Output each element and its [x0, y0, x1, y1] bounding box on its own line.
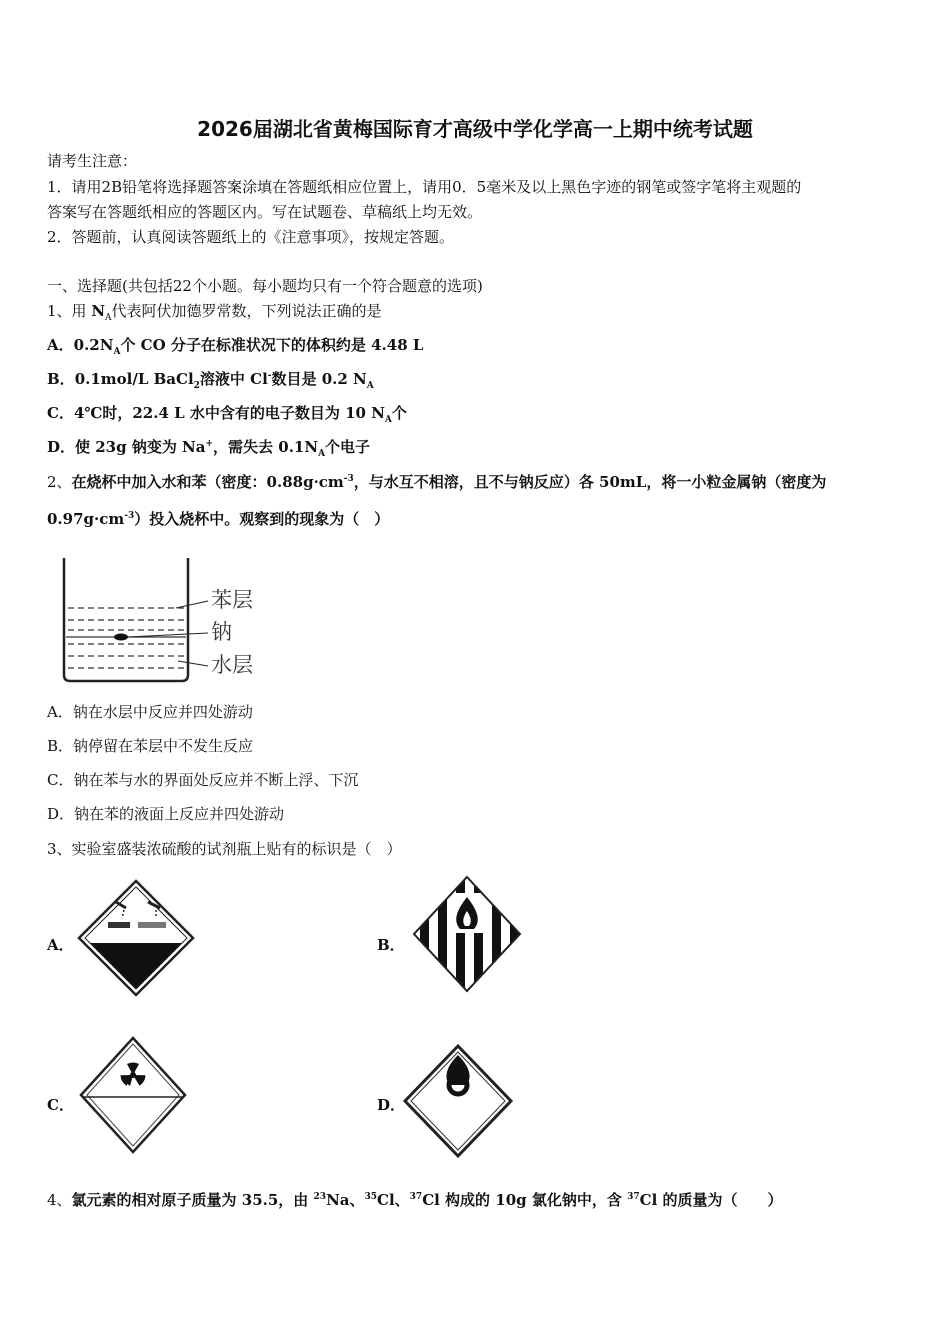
- notice-line-2: 答案写在答题纸相应的答题区内。写在试题卷、草稿纸上均无效。: [47, 203, 483, 221]
- oxidizer-hazard-icon[interactable]: [402, 1043, 514, 1159]
- label-benzene: 苯层: [211, 588, 253, 612]
- section-heading: 一、选择题(共包括22个小题。每小题均只有一个符合题意的选项): [47, 277, 483, 295]
- q2-option-c[interactable]: C．钠在苯与水的界面处反应并不断上浮、下沉: [47, 771, 359, 789]
- beaker-figure: [58, 553, 278, 688]
- sodium-piece: [114, 634, 128, 641]
- q3-option-c-label[interactable]: C．: [47, 1096, 74, 1114]
- q3-option-d-label[interactable]: D．: [377, 1096, 406, 1114]
- q2-option-d[interactable]: D．钠在苯的液面上反应并四处游动: [47, 805, 285, 823]
- question-2-stem-line-1: 2、在烧杯中加入水和苯（密度：$0.88g\cdot cm^{-3}$，与水互不相溶，且不与钠反应）各 50mL，将一小粒金属钠（密度为: [47, 473, 827, 491]
- notice-line-3: 2．答题前，认真阅读答题纸上的《注意事项》，按规定答题。: [47, 228, 455, 246]
- q1-option-d[interactable]: D．使 23g 钠变为 Na+，需失去 $0.1N_A$个电子: [47, 438, 371, 459]
- question-2-stem-line-2: $0.97g\cdot cm^{-3}$）投入烧杯中。观察到的现象为（ ）: [47, 510, 390, 528]
- label-sodium: 钠: [211, 620, 232, 644]
- q1-option-b[interactable]: B．0.1mol/L BaCl$_2$溶液中 Cl-数目是 0.2 $N_A$: [47, 370, 374, 391]
- question-4-stem: 4、氯元素的相对原子质量为 35.5，由 $^{23}$Na、$^{35}$Cl、$^{37}$Cl 构成的 10g 氯化钠中，含 $^{37}$Cl 的质量为（ ）: [47, 1191, 783, 1209]
- q1-option-c[interactable]: C．4℃时，22.4 L 水中含有的电子数目为 10 $N_A$个: [47, 404, 407, 425]
- radioactive-hazard-icon[interactable]: [78, 1035, 188, 1155]
- page-title: 2026届湖北省黄梅国际育才高级中学化学高一上期中统考试题: [197, 117, 753, 141]
- q3-option-a-label[interactable]: A．: [47, 936, 74, 954]
- question-1-stem: 1、用 $N_A$代表阿伏加德罗常数，下列说法正确的是: [47, 302, 382, 323]
- corrosive-hazard-icon[interactable]: [76, 878, 196, 998]
- notice-heading: 请考生注意：: [47, 152, 138, 170]
- q2-option-b[interactable]: B．钠停留在苯层中不发生反应: [47, 737, 254, 755]
- q2-option-a[interactable]: A．钠在水层中反应并四处游动: [47, 703, 253, 721]
- notice-line-1: 1．请用2B铅笔将选择题答案涂填在答题纸相应位置上，请用0．5毫米及以上黑色字迹的钢笔或签字笔将主观题的: [47, 178, 802, 196]
- flammable-solid-icon[interactable]: [410, 873, 524, 995]
- q3-option-b-label[interactable]: B．: [377, 936, 405, 954]
- question-3-stem: 3、实验室盛装浓硫酸的试剂瓶上贴有的标识是（ ）: [47, 840, 402, 858]
- q1-option-a[interactable]: A．$0.2N_A$个 CO 分子在标准状况下的体积约是 4.48 L: [47, 336, 424, 357]
- label-water: 水层: [211, 653, 253, 677]
